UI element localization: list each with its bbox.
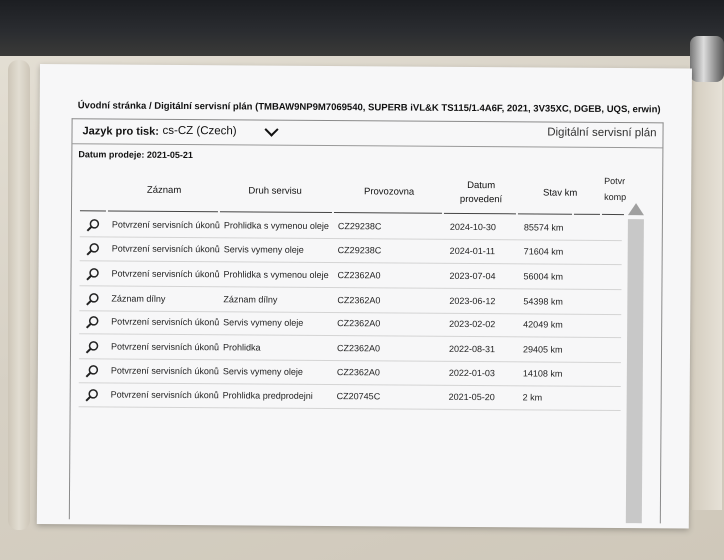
cell-workshop: CZ2362A0 [337,318,381,329]
cell-workshop: CZ2362A0 [337,270,381,281]
sale-date: Datum prodeje: 2021-05-21 [78,149,193,161]
row-divider [79,310,621,315]
column-header-date[interactable]: Datum provedení [459,179,503,206]
row-divider [80,236,622,241]
row-divider [79,285,621,290]
cell-mileage: 2 km [522,392,543,403]
header-rule [574,214,600,215]
header-rule [80,210,106,211]
seat-seam-left [8,60,30,530]
cell-workshop: CZ29238C [337,245,382,256]
magnifier-icon[interactable] [86,218,100,232]
cell-record: Potvrzení servisních úkonů [111,219,220,231]
cell-date: 2024-10-30 [449,221,496,233]
cell-date: 2022-08-31 [448,343,496,355]
cell-service-type: Záznam dílny [223,294,278,305]
cell-service-type: Servis vymeny oleje [223,317,304,328]
cell-workshop: CZ2362A0 [336,343,381,354]
cell-workshop: CZ2362A0 [337,295,381,306]
cell-workshop: CZ2362A0 [336,367,380,378]
magnifier-icon[interactable] [85,388,99,402]
print-language-select[interactable] [162,125,276,138]
column-header-truncated[interactable]: Potvr komp [604,175,627,203]
cell-workshop: CZ20745C [336,391,381,402]
row-divider [80,260,622,265]
divider [72,143,662,148]
cell-record: Potvrzení servisních úkonů [110,341,220,353]
breadcrumb: Úvodní stránka / Digitální servisní plán (TMBAW9NP9M7069540, SUPERB iVL&K TS115/1.4A6F, 2021, 3V35XC, DGEB, UQS, erwin) [77,100,661,116]
column-header-service-type[interactable]: Druh servisu [248,185,302,197]
cell-mileage: 54398 km [523,296,563,307]
cell-date: 2023-02-02 [449,318,496,330]
print-language-label: Jazyk pro tisk: [82,125,159,138]
cell-record: Záznam dílny [111,293,166,304]
magnifier-icon[interactable] [86,242,100,256]
cell-record: Potvrzení servisních úkonů [110,389,219,401]
cell-date: 2023-06-12 [449,295,496,307]
cell-mileage: 56004 km [523,271,564,282]
row-divider [79,406,621,411]
cell-record: Potvrzení servisních úkonů [110,365,219,377]
magnifier-icon[interactable] [85,364,99,378]
metal-knob [690,36,724,82]
cell-date: 2024-01-11 [449,245,496,257]
cell-record: Potvrzení servisních úkonů [111,243,220,255]
cell-mileage: 42049 km [523,319,563,330]
chevron-down-icon[interactable] [265,122,279,136]
magnifier-icon[interactable] [85,315,99,329]
seat-seam-right [692,60,722,510]
cell-service-type: Prohlidka [222,342,261,353]
dashboard-background [0,0,724,56]
plan-title: Digitální servisní plán [547,126,657,140]
column-header-record[interactable]: Záznam [146,184,182,196]
column-header-workshop[interactable]: Provozovna [363,186,415,198]
cell-date: 2022-01-03 [448,367,495,379]
cell-mileage: 14108 km [522,368,563,379]
cell-date: 2023-07-04 [449,270,496,282]
magnifier-icon[interactable] [85,292,99,306]
row-divider [79,333,621,338]
row-divider [79,382,621,387]
service-plan-frame [69,118,664,523]
cell-mileage: 85574 km [523,222,564,233]
column-header-mileage[interactable]: Stav km [542,187,578,199]
row-divider [79,358,621,363]
cell-mileage: 71604 km [523,246,564,257]
scroll-up-arrow-icon[interactable] [628,203,644,215]
cell-service-type: Prohlidka predprodejni [222,390,313,401]
printed-sheet [37,64,692,529]
cell-date: 2021-05-20 [448,391,495,403]
vertical-scrollbar[interactable] [626,219,644,523]
magnifier-icon[interactable] [85,340,99,354]
cell-service-type: Prohlidka s vymenou oleje [223,220,329,232]
header-rule [602,214,624,215]
cell-record: Potvrzení servisních úkonů [111,268,220,280]
print-language-value: cs-CZ (Czech) [162,124,237,138]
cell-mileage: 29405 km [522,344,563,355]
magnifier-icon[interactable] [85,267,99,281]
cell-service-type: Servis vymeny oleje [223,244,304,255]
cell-service-type: Prohlidka s vymenou oleje [223,269,329,281]
cell-record: Potvrzení servisních úkonů [111,316,220,328]
cell-service-type: Servis vymeny oleje [222,366,303,377]
cell-workshop: CZ29238C [337,221,382,232]
